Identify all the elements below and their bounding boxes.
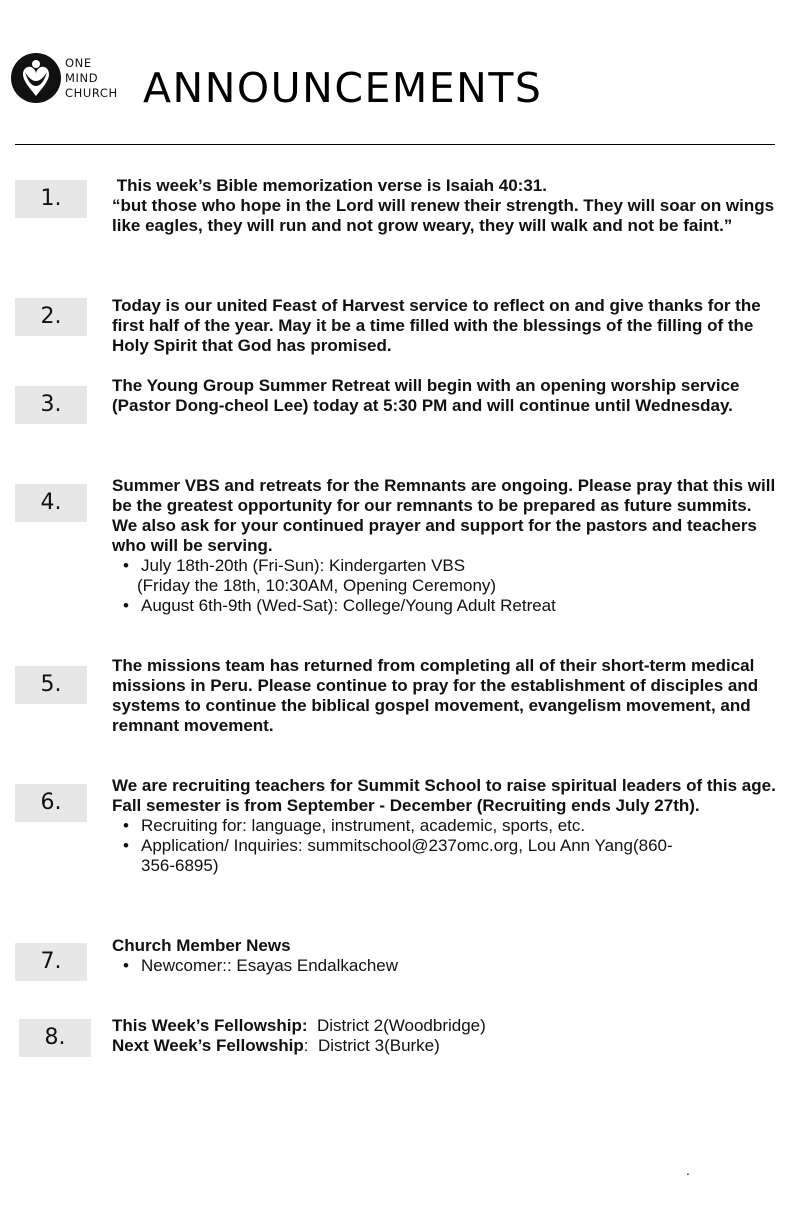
fellowship-value: : District 3(Burke) [303, 1036, 440, 1055]
item-line: We are recruiting teachers for Summit School to raise spiritual leaders of this age. Fall semester is from September - December (Recruiting ends July 27th). [112, 776, 776, 815]
item-number: 1. [15, 180, 87, 218]
logo-line: CHURCH [65, 86, 118, 100]
item-line: Summer VBS and retreats for the Remnants are ongoing. Please pray that this will be the greatest opportunity for our remnants to be prepared as future summits. We also ask for your continued prayer and support for the pastors and teachers who will be serving. [112, 476, 776, 555]
bullet-line: Newcomer:: Esayas Endalkachew [141, 956, 399, 975]
list-item [112, 956, 777, 976]
logo-wordmark [65, 56, 118, 101]
item-text [112, 296, 777, 356]
bullet-list [112, 956, 777, 976]
fellowship-label: This Week’s Fellowship: [112, 1016, 308, 1035]
item-number: 6. [15, 784, 87, 822]
heart-person-logo-icon [11, 53, 61, 103]
item-text [112, 1016, 777, 1056]
bullet-list [112, 556, 777, 616]
item-number: 7. [15, 943, 87, 981]
church-logo [11, 53, 126, 107]
item-number: 2. [15, 298, 87, 336]
item-text [112, 176, 777, 236]
logo-line: MIND [65, 71, 99, 85]
item-line: The Young Group Summer Retreat will begin with an opening worship service (Pastor Dong-cheol Lee) today at 5:30 PM and will continue until Wednesday. [112, 376, 740, 415]
bullet-line: Application/ Inquiries: summitschool@237omc.org, Lou Ann Yang(860-356-6895) [141, 836, 673, 875]
item-line: This week’s Bible memorization verse is Isaiah 40:31. [112, 176, 547, 195]
item-line: Today is our united Feast of Harvest service to reflect on and give thanks for the first half of the year. May it be a time filled with the blessings of the filling of the Holy Spirit that God has promised. [112, 296, 761, 355]
item-text [112, 476, 777, 616]
item-number: 4. [15, 484, 87, 522]
item-number: 8. [19, 1019, 91, 1057]
page-title: ANNOUNCEMENTS [143, 64, 543, 112]
bullet-list [112, 816, 777, 876]
logo-line: ONE [65, 56, 92, 70]
list-item [112, 836, 681, 876]
header-divider [15, 144, 775, 145]
bullet-line: August 6th-9th (Wed-Sat): College/Young Adult Retreat [141, 596, 556, 615]
item-line: The missions team has returned from completing all of their short-term medical missions in Peru. Please continue to pray for the establishment of disciples and systems to continue the biblical gospel movement, evangelism movement, and remnant movement. [112, 656, 759, 735]
list-item [112, 816, 777, 836]
item-heading: Church Member News [112, 936, 291, 955]
item-number: 5. [15, 666, 87, 704]
item-line: “but those who hope in the Lord will renew their strength. They will soar on wings like eagles, they will run and not grow weary, they will walk and not be faint.” [112, 196, 775, 235]
bullet-line: Recruiting for: language, instrument, academic, sports, etc. [141, 816, 586, 835]
fellowship-value: District 2(Woodbridge) [307, 1016, 486, 1035]
bullet-line: July 18th-20th (Fri-Sun): Kindergarten VBS [141, 556, 466, 575]
item-text [112, 936, 777, 976]
item-number: 3. [15, 386, 87, 424]
list-item [112, 556, 777, 596]
fellowship-line [112, 1036, 777, 1056]
list-item [112, 596, 777, 616]
fellowship-label: Next Week’s Fellowship [112, 1036, 304, 1055]
bullet-line: (Friday the 18th, 10:30AM, Opening Ceremony) [137, 576, 497, 595]
item-text [112, 656, 777, 736]
footer-dot: . [686, 1162, 690, 1178]
item-text [112, 376, 777, 416]
fellowship-line [112, 1016, 777, 1036]
item-text [112, 776, 777, 876]
